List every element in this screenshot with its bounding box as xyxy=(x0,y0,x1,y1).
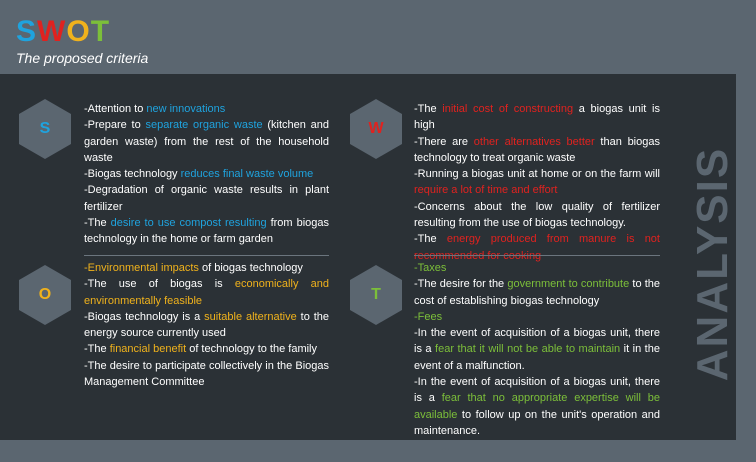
analysis-text: ANALYSIS xyxy=(688,146,737,382)
strengths-list xyxy=(84,101,329,248)
item-text: -Concerns about the low quality of fertilizer resulting from the use of biogas technology. xyxy=(414,200,660,230)
weaknesses-list xyxy=(414,101,660,264)
item-text: a biogas unit is high xyxy=(414,103,660,132)
item-text: of technology to the family xyxy=(186,343,317,356)
item-text: -The xyxy=(84,343,110,356)
item-text: -Biogas technology xyxy=(84,168,181,181)
highlight-text: -Environmental impacts xyxy=(84,262,199,274)
highlight-text: new innovations xyxy=(146,103,226,115)
highlight-text: -Taxes xyxy=(414,262,447,274)
title-letter-s: S xyxy=(16,15,38,48)
analysis-side-label xyxy=(690,88,736,440)
threats-hexagon-icon xyxy=(349,264,403,326)
opportunities-hexagon-icon xyxy=(18,264,72,326)
highlight-text: -Fees xyxy=(414,310,443,323)
highlight-text: other alternatives better xyxy=(473,135,595,148)
swot-item xyxy=(414,309,660,325)
weaknesses-hexagon-icon xyxy=(349,98,403,160)
item-text: -The desire to participate collectively in the Biogas Management Committee xyxy=(84,359,329,389)
highlight-text: financial benefit xyxy=(109,343,187,356)
swot-item xyxy=(84,117,329,166)
highlight-text: fear that no appropriate expertise will be available xyxy=(414,392,660,421)
divider-left xyxy=(84,255,329,256)
item-text: -Prepare to xyxy=(84,119,146,132)
item-text: -Biogas technology is a xyxy=(84,310,205,323)
highlight-text: energy produced from manure is not xyxy=(446,233,660,246)
highlight-text: reduces final waste volume xyxy=(180,168,314,181)
highlight-text: government to contribute xyxy=(507,278,630,291)
highlight-text: fear that it will not be able to maintain xyxy=(435,343,621,356)
swot-item xyxy=(84,182,329,215)
swot-item xyxy=(84,215,329,248)
swot-item xyxy=(414,325,660,374)
title-letter-w: W xyxy=(37,15,67,48)
strengths-hexagon-icon xyxy=(18,98,72,160)
swot-item xyxy=(84,358,329,391)
item-text: -Attention to xyxy=(84,103,147,115)
swot-item xyxy=(414,134,660,167)
swot-item xyxy=(84,166,329,182)
swot-item xyxy=(84,276,329,309)
opportunities-letter: O xyxy=(38,286,52,303)
swot-item xyxy=(414,101,660,134)
item-text: -The xyxy=(84,217,111,230)
swot-item xyxy=(414,374,660,439)
item-text: to follow up on the unit's operation and maintenance. xyxy=(414,408,660,437)
item-text: to the energy source currently used xyxy=(84,310,329,340)
swot-item xyxy=(84,341,329,357)
swot-item xyxy=(84,309,329,342)
item-text: of biogas technology xyxy=(198,262,303,274)
item-text: -There are xyxy=(414,135,474,148)
swot-title xyxy=(16,12,110,52)
highlight-text: require a lot of time and effort xyxy=(414,184,558,197)
swot-item xyxy=(414,199,660,232)
opportunities-list xyxy=(84,260,329,390)
swot-item xyxy=(414,276,660,309)
item-text: -In the event of acquisition of a biogas unit, there is a xyxy=(414,327,660,356)
item-text: -The xyxy=(414,103,443,115)
swot-item xyxy=(84,260,329,276)
highlight-text: economically and environmentally feasible xyxy=(84,278,329,307)
highlight-text: separate organic waste xyxy=(145,119,263,132)
item-text: than biogas technology to treat organic waste xyxy=(414,135,660,164)
swot-item xyxy=(414,260,660,276)
threats-list xyxy=(414,260,660,439)
highlight-text: initial cost of constructing xyxy=(442,103,574,115)
highlight-text: desire to use compost resulting xyxy=(110,217,267,230)
item-text: -The xyxy=(414,233,447,246)
highlight-text: suitable alternative xyxy=(204,310,297,323)
weaknesses-letter: W xyxy=(368,120,384,137)
threats-letter: T xyxy=(371,286,381,303)
strengths-letter: S xyxy=(39,120,51,137)
item-text: -Degradation of organic waste results in plant fertilizer xyxy=(84,184,329,213)
title-letter-o: O xyxy=(66,15,91,48)
item-text: from biogas technology in the home or farm garden xyxy=(84,217,329,246)
divider-right xyxy=(414,255,660,256)
item-text: -The use of biogas is xyxy=(84,278,235,291)
item-text: it in the event of a malfunction. xyxy=(414,343,660,372)
item-text: to the cost of establishing biogas technology xyxy=(414,278,661,307)
item-text: -Running a biogas unit at home or on the farm will xyxy=(414,168,660,181)
title-letter-t: T xyxy=(90,15,111,48)
item-text: -In the event of acquisition of a biogas unit, there is a xyxy=(414,376,660,405)
swot-item xyxy=(84,101,329,117)
item-text: (kitchen and garden waste) from the rest of the household waste xyxy=(84,119,330,164)
item-text: -The desire for the xyxy=(414,278,508,291)
swot-item xyxy=(414,166,660,199)
subtitle: The proposed criteria xyxy=(16,50,149,66)
